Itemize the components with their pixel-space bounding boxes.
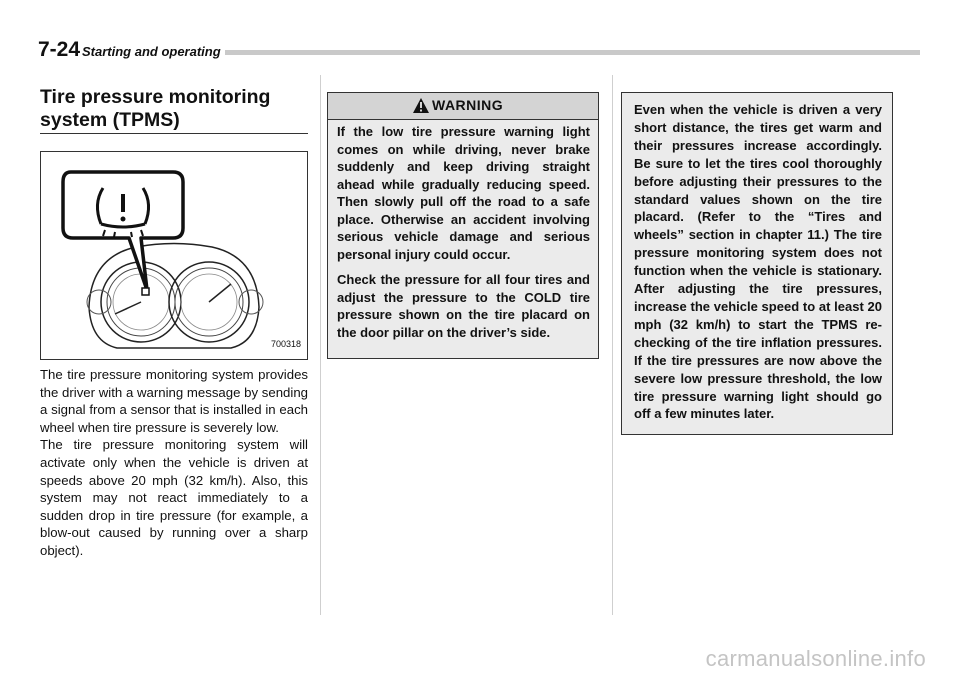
instrument-cluster-illustration [41,152,307,359]
warning-paragraph: Check the pressure for all four tires and adjust the pressure to the COLD tire pressure shown on the tire placard on the door pillar on the driver’s side. [337,272,590,340]
figure-code: 700318 [270,339,301,349]
note-box [621,92,893,435]
instrument-cluster-figure [40,151,308,360]
column-divider-left [320,75,321,615]
warning-label: WARNING [432,97,504,113]
warning-header [328,93,598,120]
warning-box [327,92,599,359]
section-title: Starting and operating [82,44,221,59]
column-divider-right [612,75,613,615]
page-title: Tire pressure monitoring system (TPMS) [40,86,271,131]
page-header [0,38,960,64]
warning-paragraph: If the low tire pressure warning light comes on while driving, never brake suddenly and keep driving straight ahead while gradually reducing speed. Then slowly pull off the road to a safe place. Otherwise an accident involving serious vehicle damage and serious personal injury could occur. [337,124,590,262]
body-paragraph: The tire pressure monitoring system will activate only when the vehicle is driven at speeds above 20 mph (32 km/h). Also, this system may not react immediately to a sudden drop in tire pressure (for example, a blow-out caused by running over a sharp object). [40,437,308,558]
body-paragraph: The tire pressure monitoring system provides the driver with a warning message by sending a signal from a sensor that is installed in each wheel when tire pressure is severely low. [40,367,308,435]
warning-triangle-icon [412,97,430,114]
note-text [634,101,882,423]
watermark: carmanualsonline.info [705,646,926,671]
note-paragraph: Even when the vehicle is driven a very short distance, the tires get warm and their pressures increase accordingly. Be sure to let the tires cool thoroughly before adjusting their pressures to the standard values shown on the tire placard. (Refer to the “Tires and wheels” section in chapter 11.) The tire pressure monitoring system does not function when the vehicle is stationary. After adjusting the tire pressures, increase the vehicle speed to at least 20 mph (32 km/h) to start the TPMS re-checking of the tire inflation pressures. If the tire pressures are now above the severe low pressure threshold, the low tire pressure warning light should go off a few minutes later. [634,102,882,422]
title-underline [40,133,308,134]
warning-text [337,123,590,349]
page-number: 7-24 [38,38,81,61]
body-text [40,366,308,560]
header-rule [225,50,920,55]
